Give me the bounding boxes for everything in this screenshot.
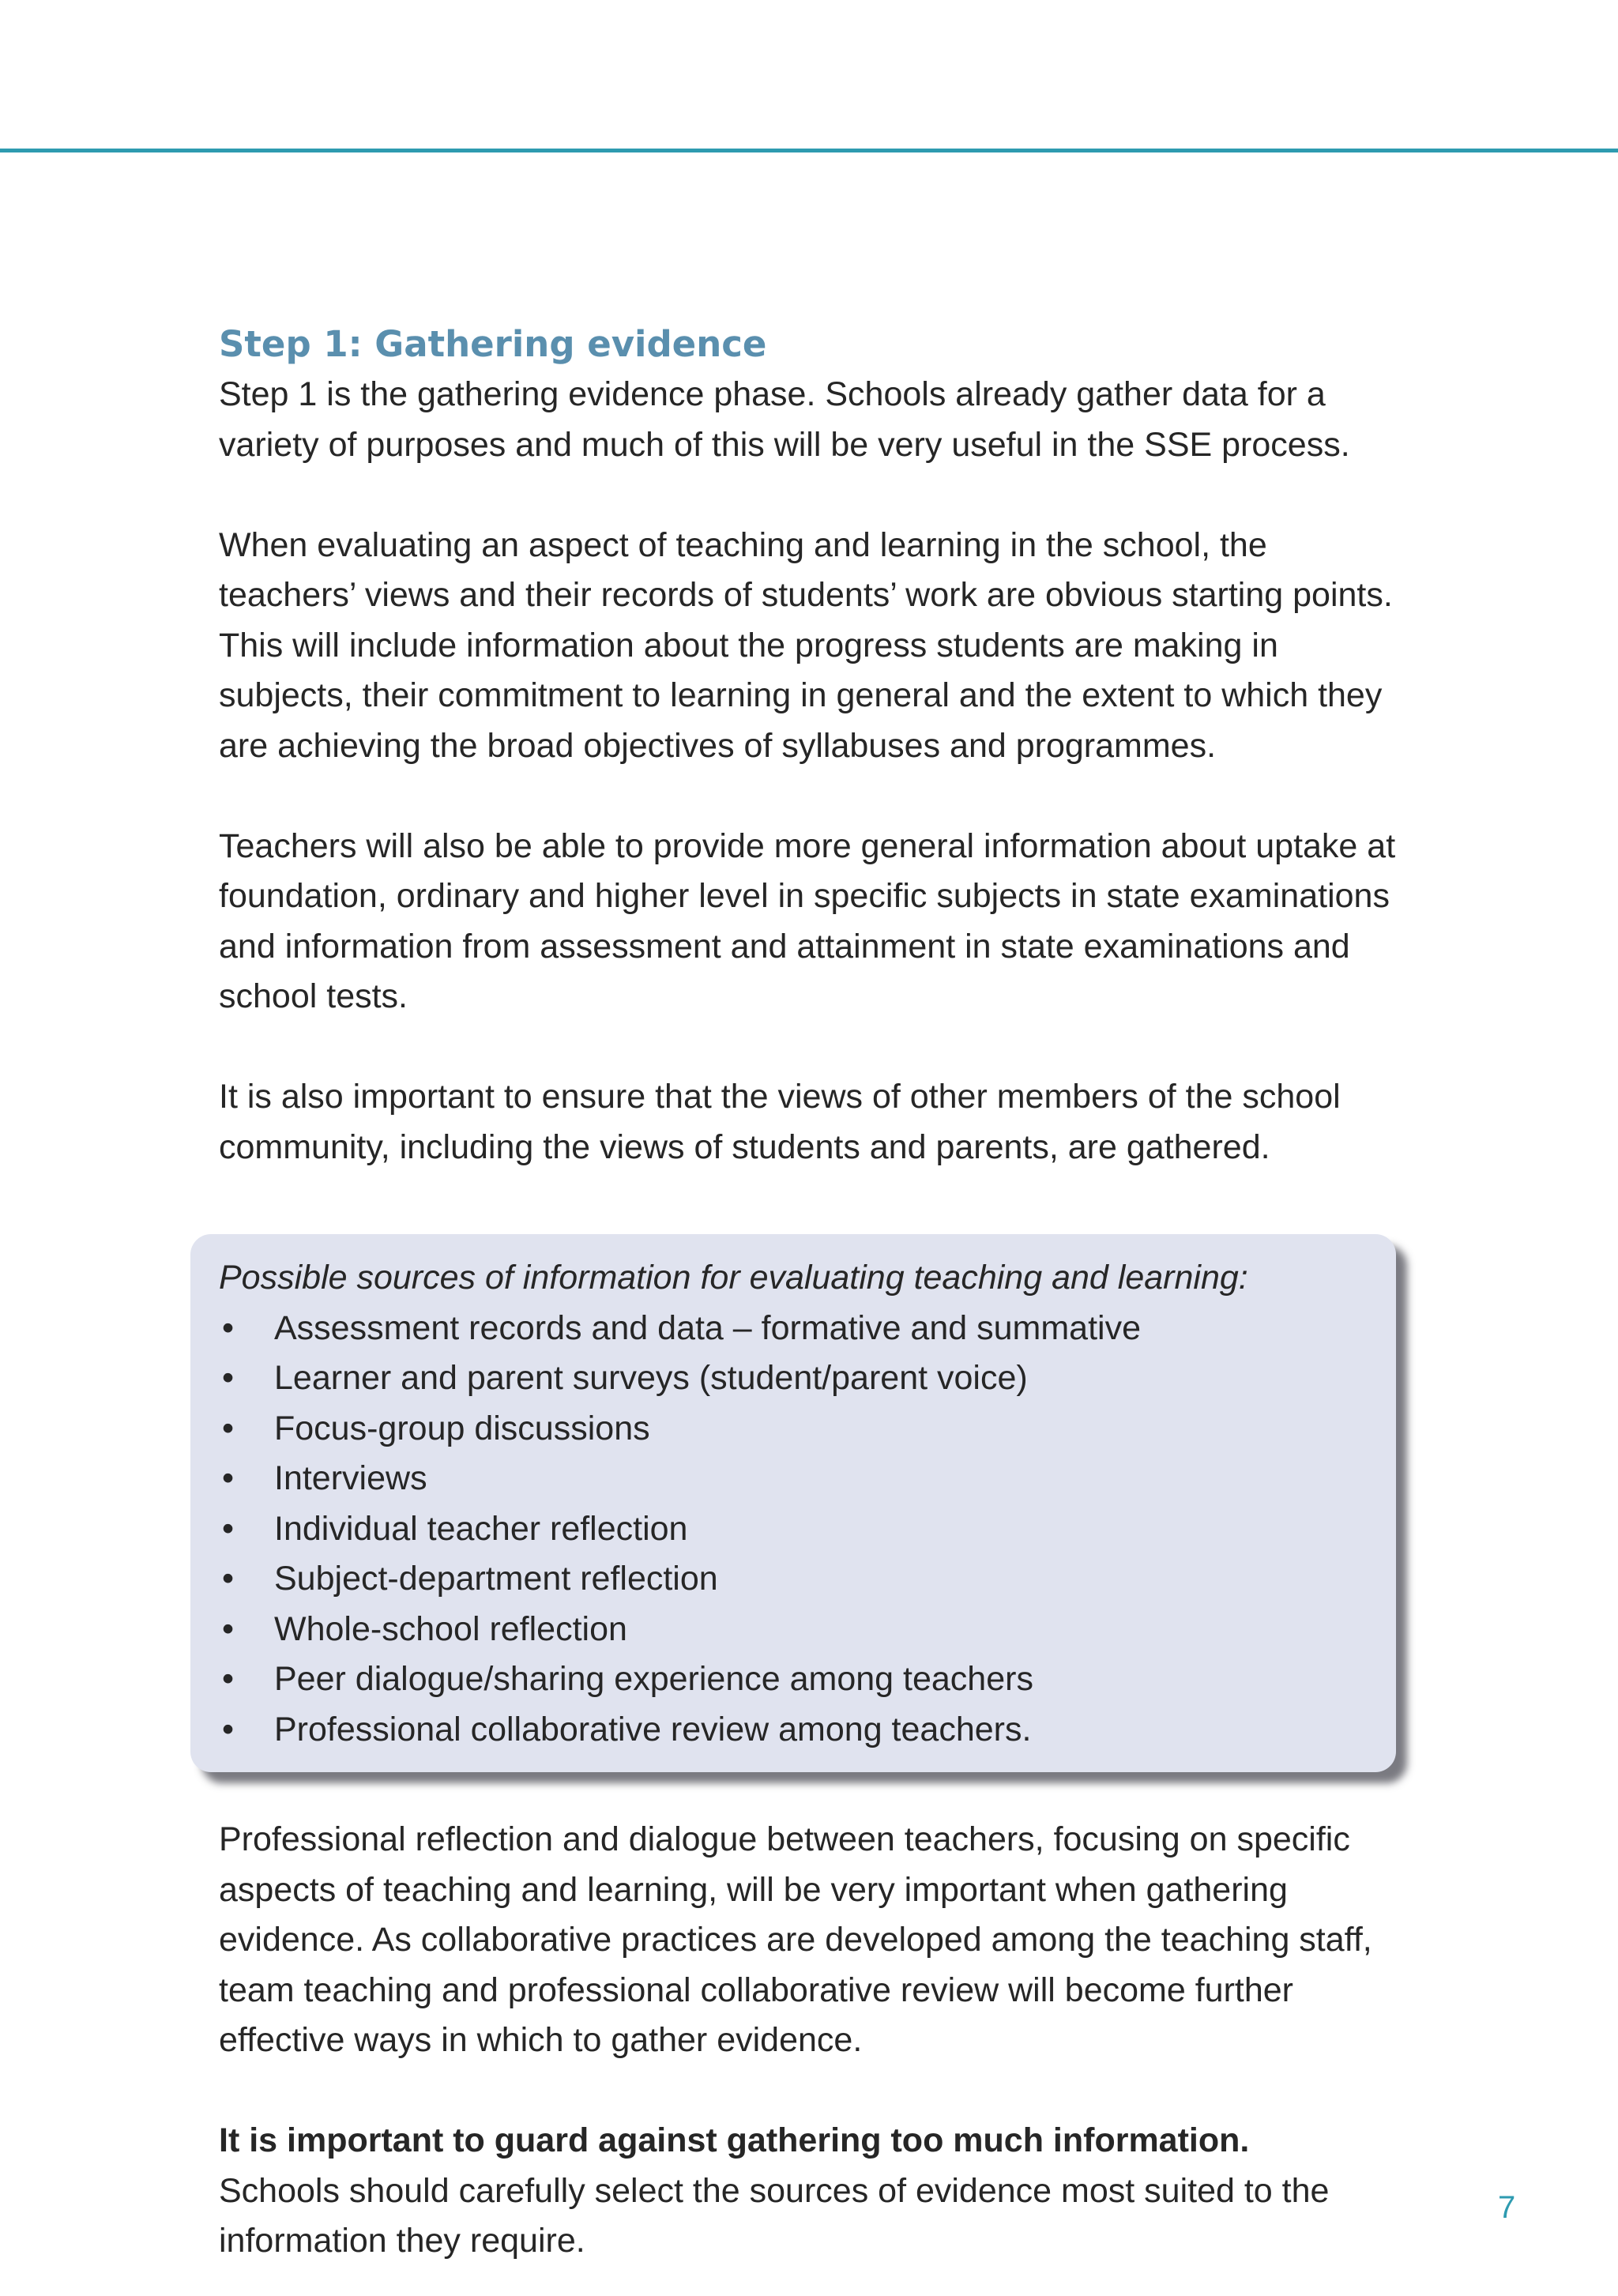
list-item <box>219 1404 1396 1455</box>
list-item-text: Peer dialogue/sharing experience among teachers <box>274 1660 1033 1698</box>
important-note: It is important to guard against gathering too much information. <box>219 2121 1250 2159</box>
paragraph-gap <box>219 1022 1404 1073</box>
bullet-icon: • <box>222 1660 235 1698</box>
list-item-text: Interviews <box>274 1459 427 1497</box>
bullet-icon: • <box>222 1710 235 1748</box>
bullet-icon: • <box>222 1509 235 1548</box>
list-item <box>219 1504 1396 1555</box>
bullet-icon: • <box>222 1609 235 1648</box>
paragraph-gap <box>219 771 1404 822</box>
list-item-text: Whole-school reflection <box>274 1609 627 1648</box>
bullet-icon: • <box>222 1459 235 1497</box>
bullet-icon: • <box>222 1409 235 1447</box>
list-item <box>219 1705 1396 1756</box>
list-item <box>219 1304 1396 1354</box>
page-number: 7 <box>1498 2190 1516 2225</box>
list-item <box>219 1605 1396 1655</box>
list-item <box>219 1654 1396 1705</box>
header-rule <box>0 149 1618 152</box>
paragraph-general-information: Teachers will also be able to provide more general information about uptake at foundation, ordinary and higher level in specific subjects in state examinations and information from assessment and attainment in state examinations and school tests. <box>219 826 1396 1015</box>
sources-box-title: Possible sources of information for evaluating teaching and learning: <box>219 1259 1248 1297</box>
list-item-text: Professional collaborative review among teachers. <box>274 1710 1032 1748</box>
paragraph-teacher-views: When evaluating an aspect of teaching and learning in the school, the teachers’ views and their records of students’ work are obvious starting points. This will include information about the progress students are making in subjects, their commitment to learning in general and the extent to which they are achieving the broad objectives of syllabuses and programmes. <box>219 525 1393 765</box>
list-item <box>219 1454 1396 1504</box>
paragraph-professional-reflection: Professional reflection and dialogue between teachers, focusing on specific aspects of teaching and learning, will be very important when gathering evidence. As collaborative practices are developed among the teaching staff, team teaching and professional collaborative review will become further effective ways in which to gather evidence. <box>219 1820 1372 2059</box>
list-item <box>219 1353 1396 1404</box>
paragraph-select-sources: Schools should carefully select the sources of evidence most suited to the information they require. <box>219 2171 1330 2260</box>
paragraph-intro: Step 1 is the gathering evidence phase. Schools already gather data for a variety of purposes and much of this will be very useful in the SSE process. <box>219 375 1350 464</box>
list-item-text: Subject-department reflection <box>274 1560 718 1598</box>
list-item-text: Assessment records and data – formative and summative <box>274 1308 1142 1347</box>
bullet-icon: • <box>222 1560 235 1598</box>
paragraph-gap <box>219 470 1404 521</box>
sources-list <box>219 1304 1396 1756</box>
bullet-icon: • <box>222 1308 235 1347</box>
list-item-text: Individual teacher reflection <box>274 1509 688 1548</box>
list-item-text: Focus-group discussions <box>274 1409 650 1447</box>
bullet-icon: • <box>222 1359 235 1397</box>
section-heading: Step 1: Gathering evidence <box>219 323 767 365</box>
list-item-text: Learner and parent surveys (student/parent voice) <box>274 1359 1028 1397</box>
paragraph-community-views: It is also important to ensure that the views of other members of the school community, including the views of students and parents, are gathered. <box>219 1078 1341 1166</box>
paragraph-gap <box>219 2066 1404 2117</box>
sources-box <box>190 1234 1396 1772</box>
list-item <box>219 1554 1396 1605</box>
page-content <box>219 319 1404 2267</box>
